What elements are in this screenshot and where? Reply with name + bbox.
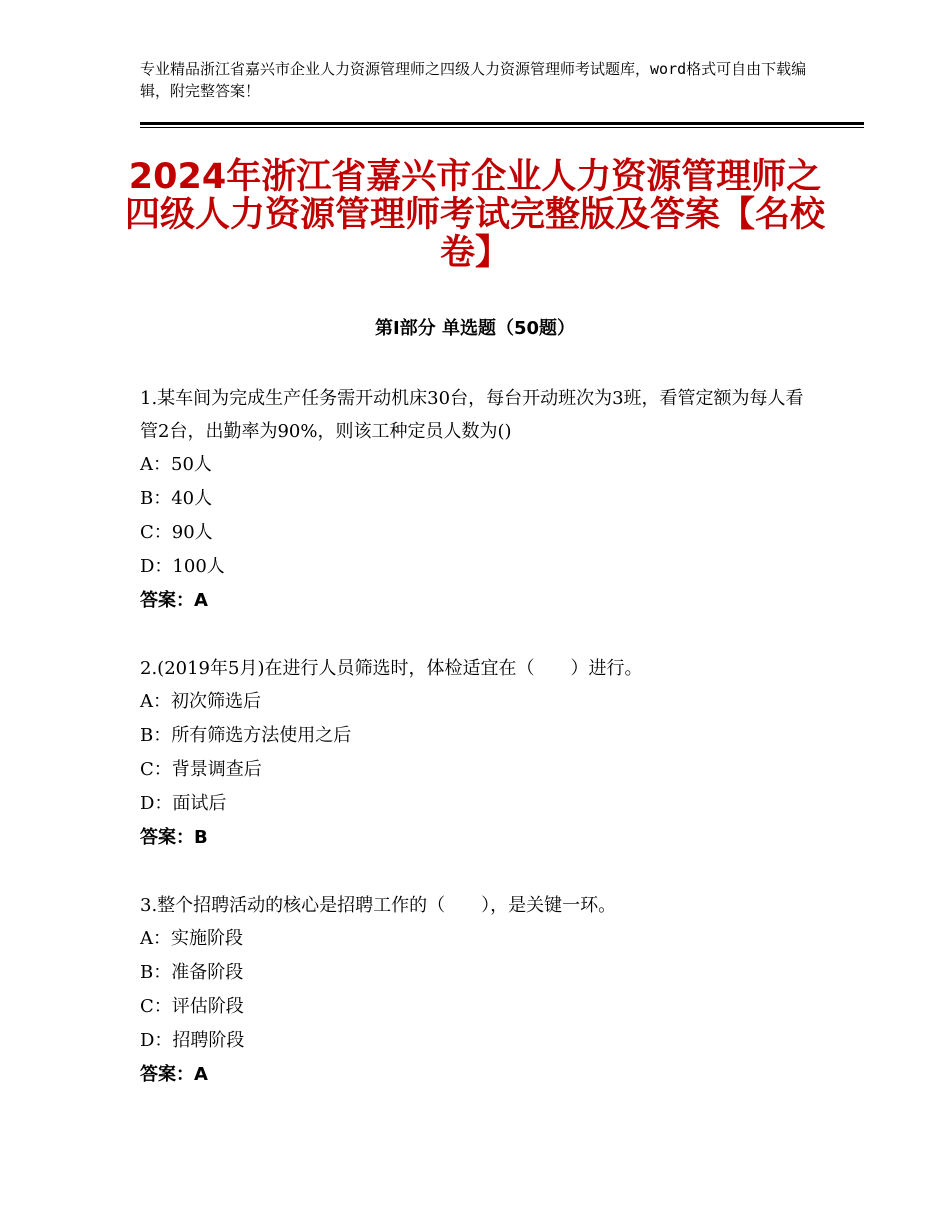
question-stem: 3.整个招聘活动的核心是招聘工作的（ ），是关键一环。 [140,895,617,916]
option-c: C：90人 [140,522,213,543]
header-rule-thin [140,127,864,128]
answer: 答案：A [140,590,208,611]
option-c: C：背景调查后 [140,759,262,780]
option-a: A：50人 [140,454,212,475]
option-c: C：评估阶段 [140,996,244,1017]
section-title: 第Ⅰ部分 单选题（50题） [374,318,575,339]
option-a: A：实施阶段 [140,928,243,949]
option-d: D：招聘阶段 [140,1030,245,1051]
question-stem: 2.(2019年5月)在进行人员筛选时，体检适宜在（ ）进行。 [140,658,643,679]
option-b: B：准备阶段 [140,962,244,983]
document-title: 2024年浙江省嘉兴市企业人力资源管理师之四级人力资源管理师考试完整版及答案【名校卷】 [124,157,825,273]
answer: 答案：B [140,827,208,848]
question-3 [140,889,820,1092]
option-d: D：面试后 [140,793,227,814]
option-d: D：100人 [140,556,225,577]
question-stem: 1.某车间为完成生产任务需开动机床30台，每台开动班次为3班，看管定额为每人看管2台，出勤率为90%，则该工种定员人数为() [140,388,804,442]
header-note: 专业精品浙江省嘉兴市企业人力资源管理师之四级人力资源管理师考试题库，word格式可自由下载编辑，附完整答案！ [140,60,807,100]
question-list [140,382,820,1126]
header-rule-thick [140,122,864,125]
option-a: A：初次筛选后 [140,691,261,712]
question-1 [140,382,820,618]
option-b: B：所有筛选方法使用之后 [140,725,352,746]
question-2 [140,652,820,855]
option-b: B：40人 [140,488,213,509]
answer: 答案：A [140,1064,208,1085]
